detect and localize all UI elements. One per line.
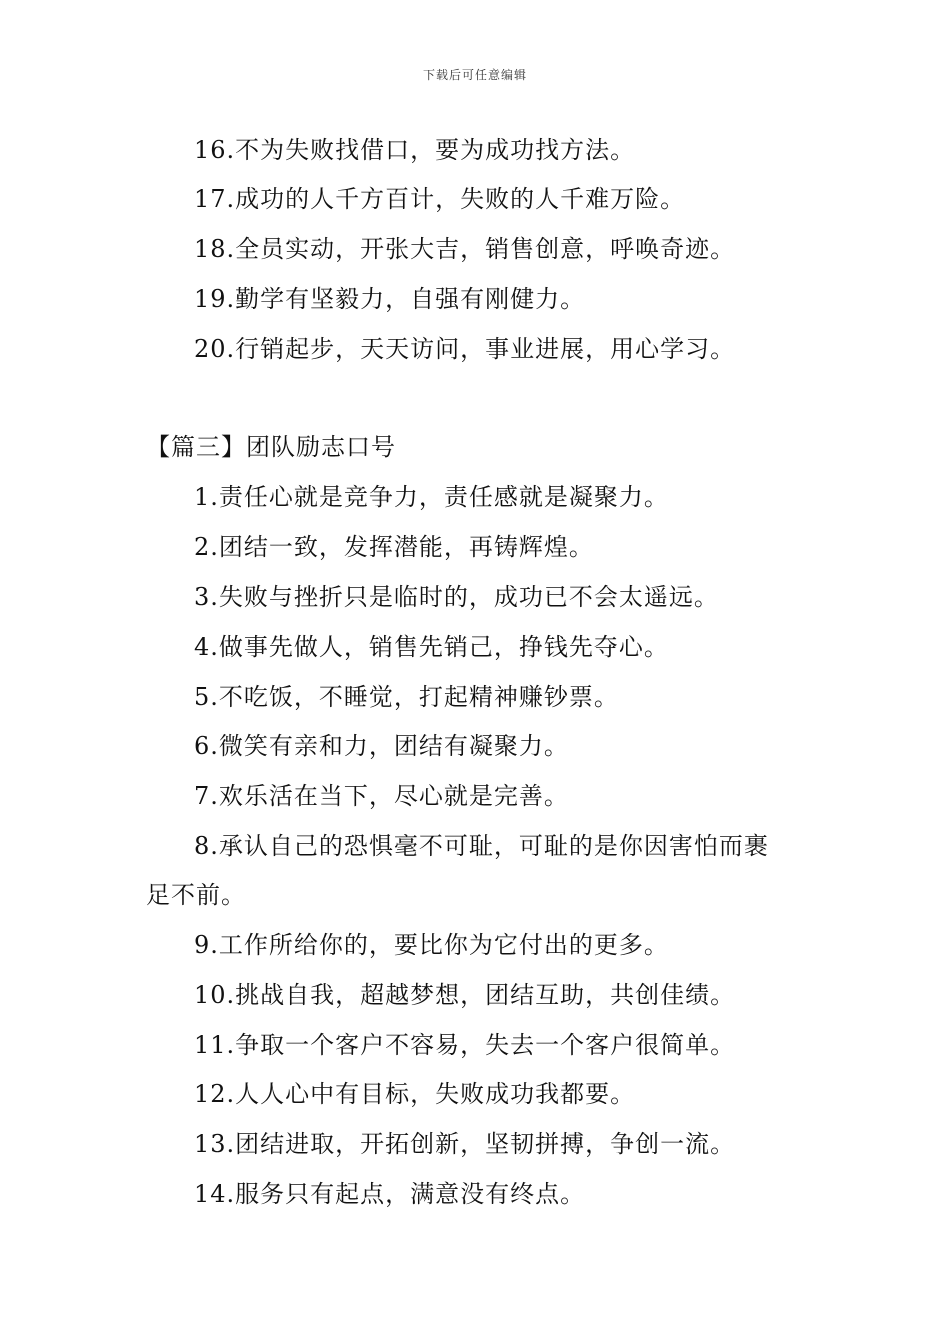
team-slogan-8-continued: 足不前。 [146, 881, 246, 909]
team-slogan-14: 14.服务只有起点，满意没有终点。 [194, 1180, 586, 1208]
team-slogan-11: 11.争取一个客户不容易，失去一个客户很简单。 [194, 1031, 736, 1059]
team-slogan-8: 8.承认自己的恐惧毫不可耻，可耻的是你因害怕而裹 [194, 832, 769, 860]
slogan-18: 18.全员实动，开张大吉，销售创意，呼唤奇迹。 [194, 235, 736, 263]
slogan-19: 19.勤学有坚毅力，自强有刚健力。 [194, 285, 586, 313]
team-slogan-1: 1.责任心就是竞争力，责任感就是凝聚力。 [194, 483, 669, 511]
slogan-16: 16.不为失败找借口，要为成功找方法。 [194, 136, 636, 164]
section-three-title: 【篇三】团队励志口号 [146, 433, 396, 461]
slogan-20: 20.行销起步，天天访问，事业进展，用心学习。 [194, 335, 736, 363]
team-slogan-9: 9.工作所给你的，要比你为它付出的更多。 [194, 931, 669, 959]
team-slogan-2: 2.团结一致，发挥潜能，再铸辉煌。 [194, 533, 594, 561]
team-slogan-3: 3.失败与挫折只是临时的，成功已不会太遥远。 [194, 583, 719, 611]
team-slogan-12: 12.人人心中有目标，失败成功我都要。 [194, 1080, 636, 1108]
slogan-17: 17.成功的人千方百计，失败的人千难万险。 [194, 185, 686, 213]
team-slogan-6: 6.微笑有亲和力，团结有凝聚力。 [194, 732, 569, 760]
team-slogan-7: 7.欢乐活在当下，尽心就是完善。 [194, 782, 569, 810]
team-slogan-10: 10.挑战自我，超越梦想，团结互助，共创佳绩。 [194, 981, 736, 1009]
team-slogan-13: 13.团结进取，开拓创新，坚韧拼搏，争创一流。 [194, 1130, 736, 1158]
team-slogan-5: 5.不吃饭，不睡觉，打起精神赚钞票。 [194, 683, 619, 711]
page-header-note: 下载后可任意编辑 [422, 68, 527, 82]
team-slogan-4: 4.做事先做人，销售先销己，挣钱先夺心。 [194, 633, 669, 661]
